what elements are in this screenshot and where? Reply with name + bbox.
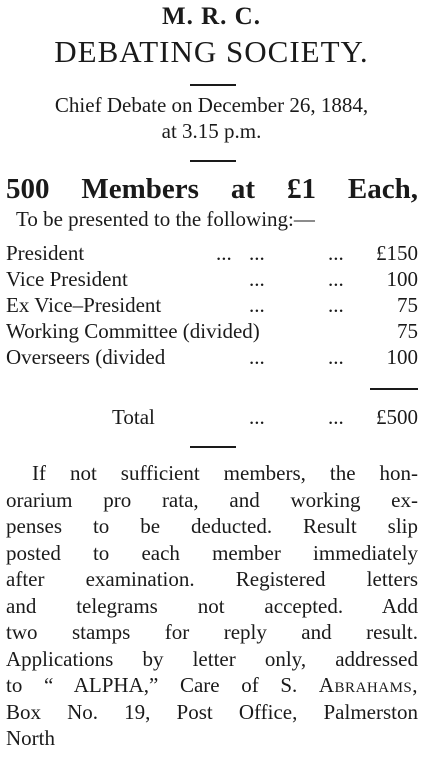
notice-line: after examination. Registered letters (6, 567, 418, 591)
notice-line: penses to be deducted. Result slip (6, 514, 418, 538)
prize-row-president (6, 240, 418, 266)
members-heading (6, 172, 418, 206)
society-initials: M. R. C. (162, 3, 261, 30)
debate-date-line: Chief Debate on December 26, 1884, (54, 93, 369, 117)
total-amount: £500 (376, 405, 418, 429)
sum-rule (370, 388, 418, 390)
divider-rule (190, 446, 236, 448)
prize-row-working-committee (6, 318, 418, 344)
members-heading-word: Members (81, 173, 199, 205)
notice-line (6, 672, 418, 699)
total-label: Total (112, 405, 155, 429)
prize-amount: 100 (386, 345, 418, 369)
notice-line: If not sufficient members, the hon- (32, 461, 418, 485)
leader-dots: ... (328, 345, 344, 369)
prize-amount: £150 (376, 241, 418, 265)
leader-dots: ... (249, 267, 265, 291)
notice-paragraph (6, 460, 418, 752)
prize-row-overseers (6, 344, 418, 370)
divider-rule (190, 160, 236, 162)
prize-amount: 75 (397, 293, 418, 317)
notice-line: and telegrams not accepted. Add (6, 593, 418, 618)
prize-label: Ex Vice–President (6, 293, 162, 317)
leader-dots: ... (249, 345, 265, 369)
notice-line: two stamps for reply and result. (6, 620, 418, 644)
prize-amount: 75 (397, 319, 418, 343)
divider-rule (190, 84, 236, 86)
total-row (6, 404, 418, 430)
leader-dots: ... (328, 293, 344, 317)
prize-row-ex-vice-president (6, 292, 418, 318)
prize-amount: 100 (386, 267, 418, 291)
prize-label: Working Committee (divided) (6, 319, 260, 343)
notice-line: North (6, 726, 55, 750)
prize-label: Overseers (divided (6, 345, 166, 369)
leader-dots: ... (328, 267, 344, 291)
leader-dots: ... (249, 405, 265, 429)
members-heading-word: Each, (347, 173, 418, 205)
members-heading-word: 500 (6, 173, 50, 205)
members-heading-word: at (230, 173, 256, 205)
notice-line: orarium pro rata, and working ex- (6, 487, 418, 512)
leader-dots: ... (328, 405, 344, 429)
notice-name: Abrahams, (318, 673, 418, 697)
notice-line: posted to each member immediately (6, 540, 418, 565)
notice-line: Applications by letter only, addressed (6, 646, 418, 671)
leader-dots: ... (216, 241, 232, 265)
leader-dots: ... (249, 293, 265, 317)
debate-time-line: at 3.15 p.m. (161, 119, 262, 143)
presented-intro: To be presented to the following:— (16, 207, 315, 231)
leader-dots: ... (249, 241, 265, 265)
society-name: DEBATING SOCIETY. (54, 34, 369, 69)
members-heading-word: £1 (286, 173, 316, 205)
prize-row-vice-president (6, 266, 418, 292)
prize-label: Vice President (6, 267, 128, 291)
leader-dots: ... (328, 241, 344, 265)
prize-label: President (6, 241, 85, 265)
notice-text: to “ ALPHA,” Care of S. (6, 673, 298, 697)
notice-line: Box No. 19, Post Office, Palmerston (6, 699, 418, 724)
